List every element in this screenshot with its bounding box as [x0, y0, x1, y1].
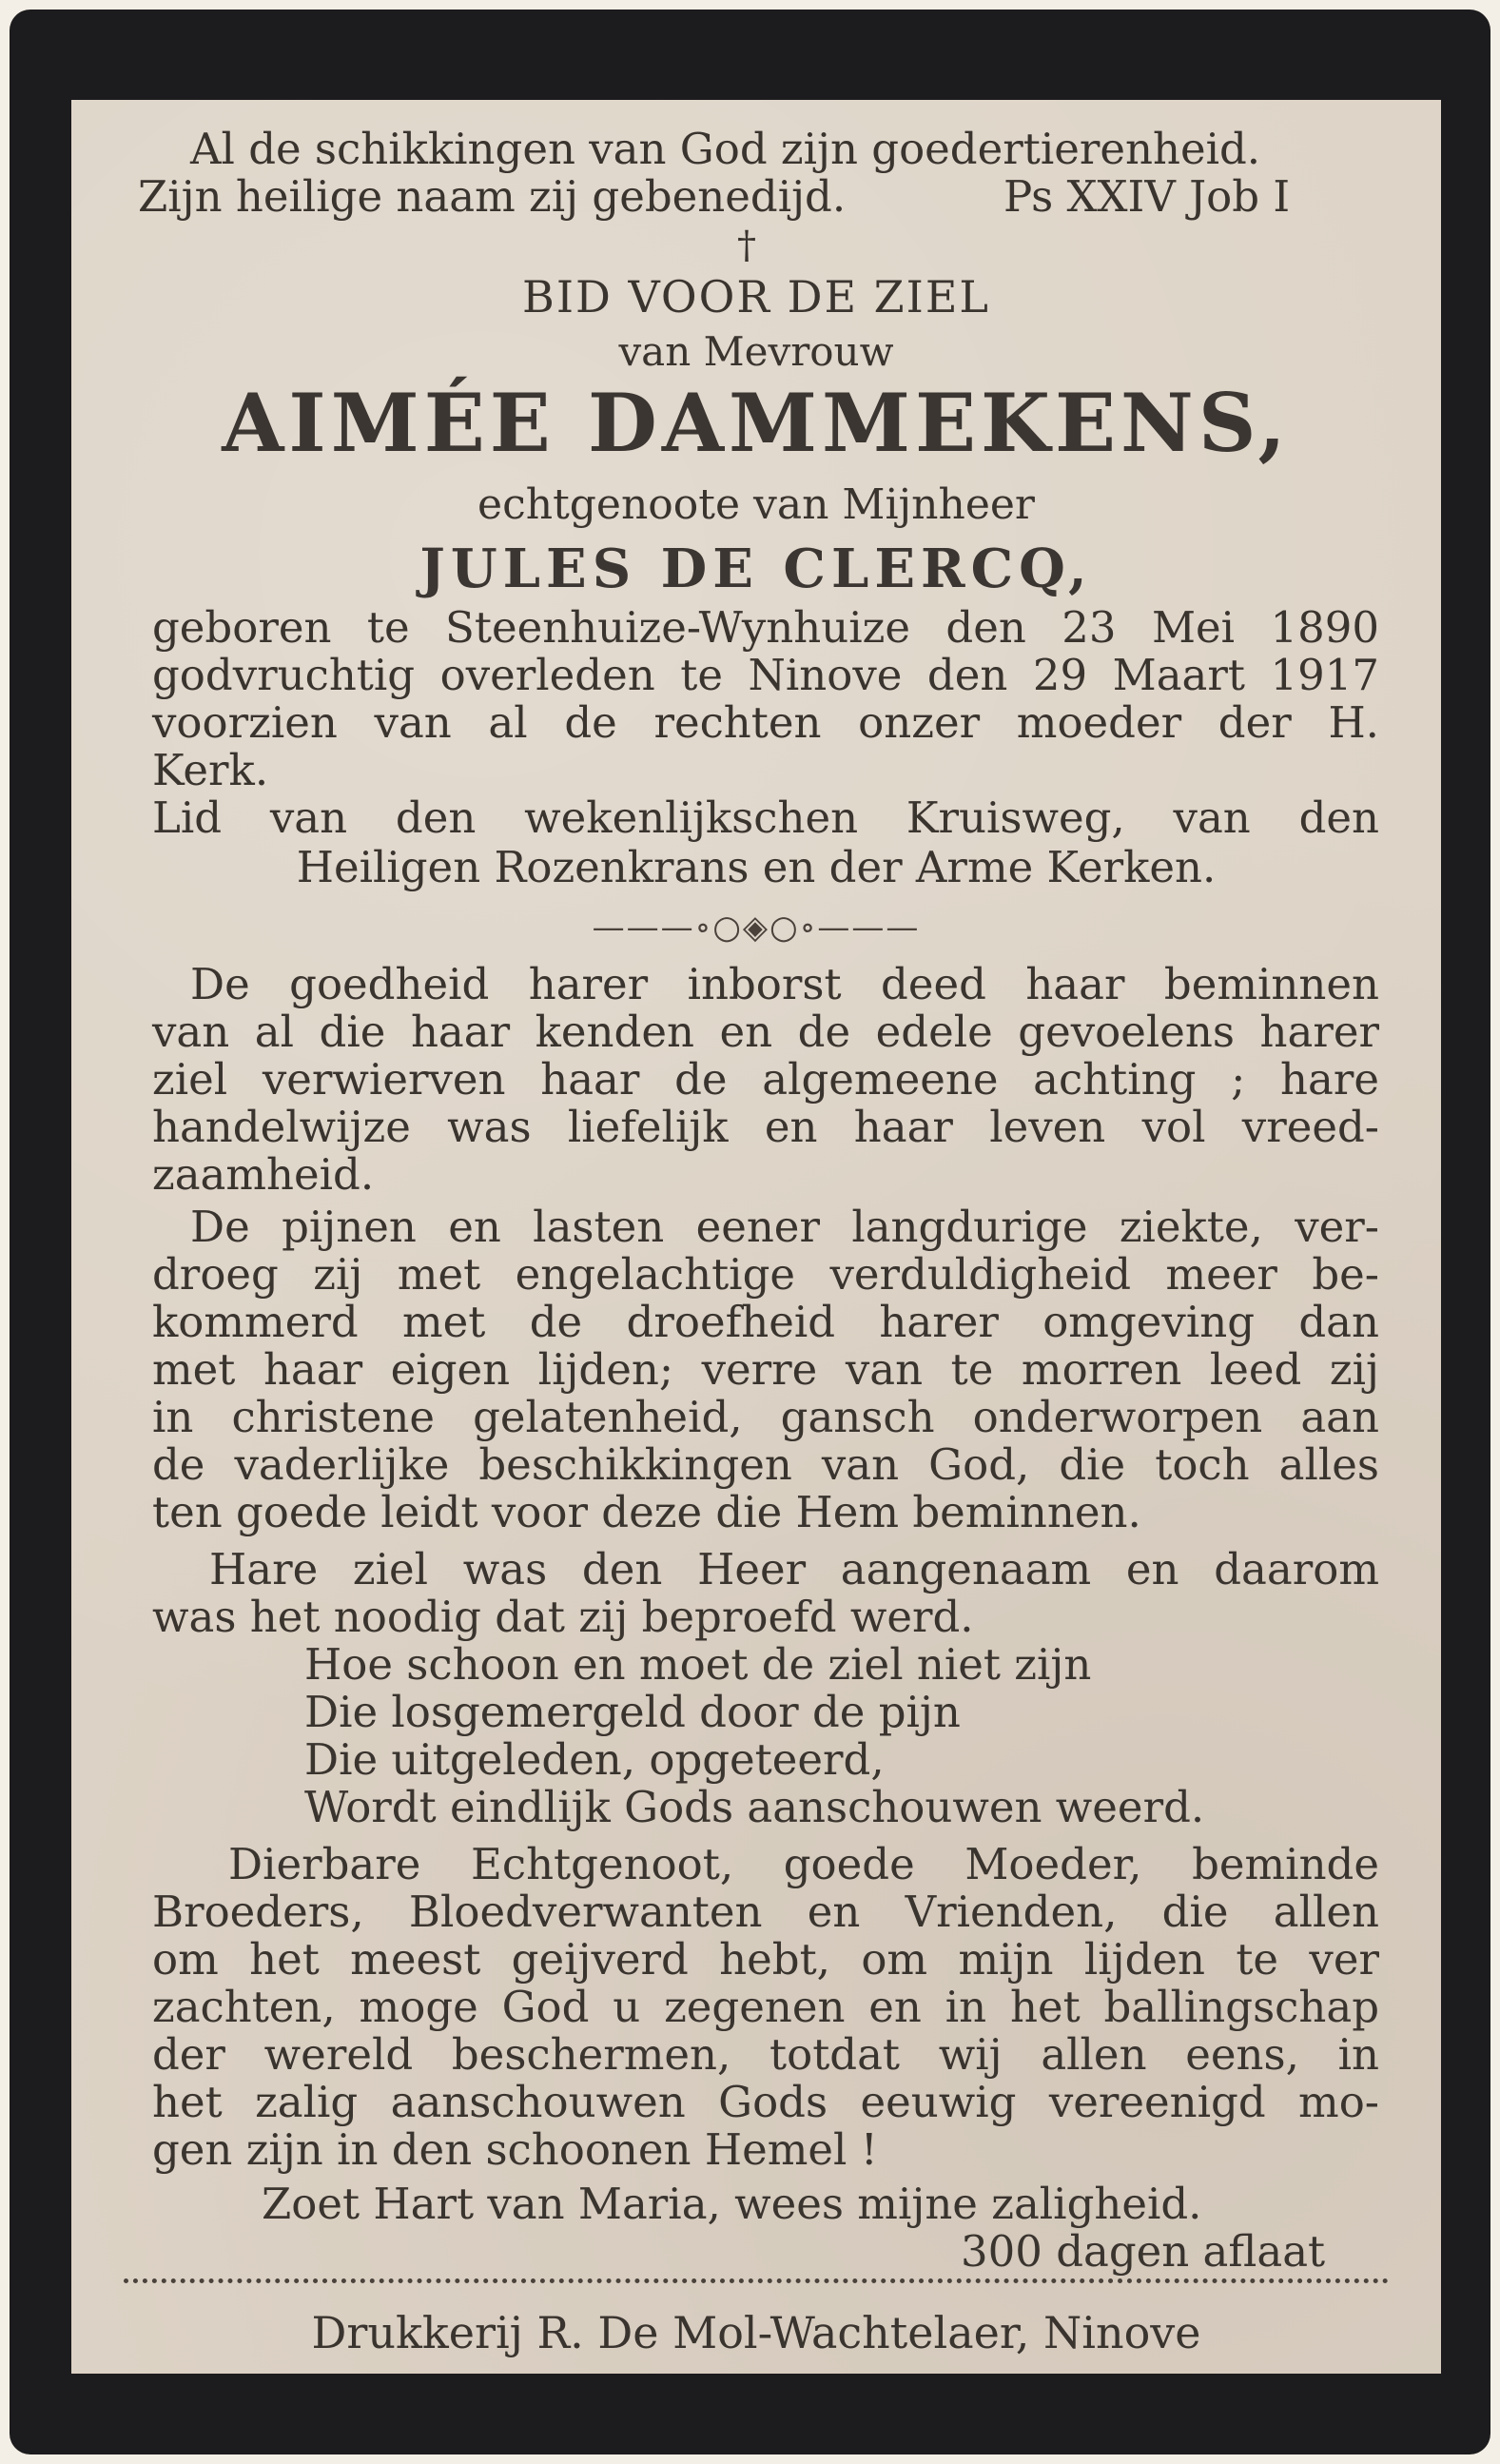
deceased-name: AIMÉE DAMMEKENS, — [222, 376, 1291, 470]
title-mevrouw: van Mevrouw — [618, 328, 894, 375]
paragraph-line: zaamheid. — [152, 1149, 375, 1200]
paragraph-line: in christene gelatenheid, gansch onderworpen aan — [152, 1392, 1379, 1442]
paragraph-line: Broeders, Bloedverwanten en Vrienden, die allen — [152, 1887, 1379, 1937]
verse-line: Wordt eindlijk Gods aanschouwen weerd. — [304, 1782, 1205, 1832]
memorial-card-paper — [71, 100, 1441, 2374]
verse-line: Die uitgeleden, opgeteerd, — [304, 1734, 885, 1785]
verse-line: Die losgemergeld door de pijn — [304, 1687, 961, 1737]
paragraph-line: Dierbare Echtgenoot, goede Moeder, beminde — [228, 1839, 1379, 1889]
paragraph-line: der wereld beschermen, totdat wij allen eens, in — [152, 2029, 1379, 2080]
paragraph-line: ziel verwierven haar de algemeene achting ; hare — [152, 1054, 1379, 1105]
psalm-line-2: Zijn heilige naam zij gebenedijd. — [138, 171, 847, 222]
ornament-divider: ———∘○◈○∘——— — [592, 909, 921, 947]
spouse-name: JULES DE CLERCQ, — [419, 538, 1093, 600]
paragraph-line: was het noodig dat zij beproefd werd. — [152, 1592, 974, 1642]
bio-line: godvruchtig overleden te Ninove den 29 Maart 1917 — [152, 650, 1379, 700]
paragraph-line: Hare ziel was den Heer aangenaam en daarom — [209, 1544, 1379, 1594]
paragraph-line: droeg zij met engelachtige verduldigheid meer be- — [152, 1249, 1379, 1300]
paragraph-line: zachten, moge God u zegenen en in het ballingschap — [152, 1982, 1379, 2032]
indulgence: 300 dagen aflaat — [961, 2226, 1326, 2277]
paragraph-line: om het meest geijverd hebt, om mijn lijden te ver — [152, 1934, 1379, 1985]
paragraph-line: De goedheid harer inborst deed haar beminnen — [190, 959, 1379, 1009]
paragraph-line: met haar eigen lijden; verre van te morren leed zij — [152, 1344, 1379, 1395]
paragraph-line: De pijnen en lasten eener langdurige ziekte, ver- — [190, 1202, 1379, 1252]
paragraph-line: het zalig aanschouwen Gods eeuwig vereenigd mo- — [152, 2077, 1379, 2127]
bio-line: geboren te Steenhuize-Wynhuize den 23 Mei 1890 — [152, 602, 1379, 653]
paragraph-line: de vaderlijke beschikkingen van God, die toch alles — [152, 1439, 1379, 1490]
paragraph-line: handelwijze was liefelijk en haar leven vol vreed- — [152, 1102, 1379, 1152]
verse-line: Hoe schoon en moet de ziel niet zijn — [304, 1639, 1092, 1690]
paragraph-line: van al die haar kenden en de edele gevoelens harer — [152, 1007, 1379, 1057]
psalm-line-1: Al de schikkingen van God zijn goedertierenheid. — [190, 124, 1261, 174]
bio-line: Heiligen Rozenkrans en der Arme Kerken. — [296, 842, 1217, 892]
footer-divider — [124, 2278, 1389, 2283]
prayer-line: Zoet Hart van Maria, wees mijne zaligheid. — [262, 2179, 1202, 2229]
printer-credit: Drukkerij R. De Mol-Wachtelaer, Ninove — [311, 2307, 1201, 2358]
spouse-intro: echtgenoote van Mijnheer — [477, 480, 1035, 529]
memorial-card-border — [10, 10, 1490, 2454]
bio-line: Lid van den wekenlijkschen Kruisweg, van den — [152, 792, 1379, 843]
cross-icon: † — [737, 224, 756, 267]
paragraph-line: ten goede leidt voor deze die Hem beminnen. — [152, 1487, 1141, 1537]
paragraph-line: kommerd met de droefheid harer omgeving dan — [152, 1297, 1379, 1347]
psalm-reference: Ps XXIV Job I — [1003, 171, 1291, 222]
prayer-heading: BID VOOR DE ZIEL — [522, 271, 990, 323]
bio-line: Kerk. — [152, 745, 269, 795]
bio-line: voorzien van al de rechten onzer moeder der H. — [152, 697, 1379, 748]
paragraph-line: gen zijn in den schoonen Hemel ! — [152, 2124, 878, 2175]
